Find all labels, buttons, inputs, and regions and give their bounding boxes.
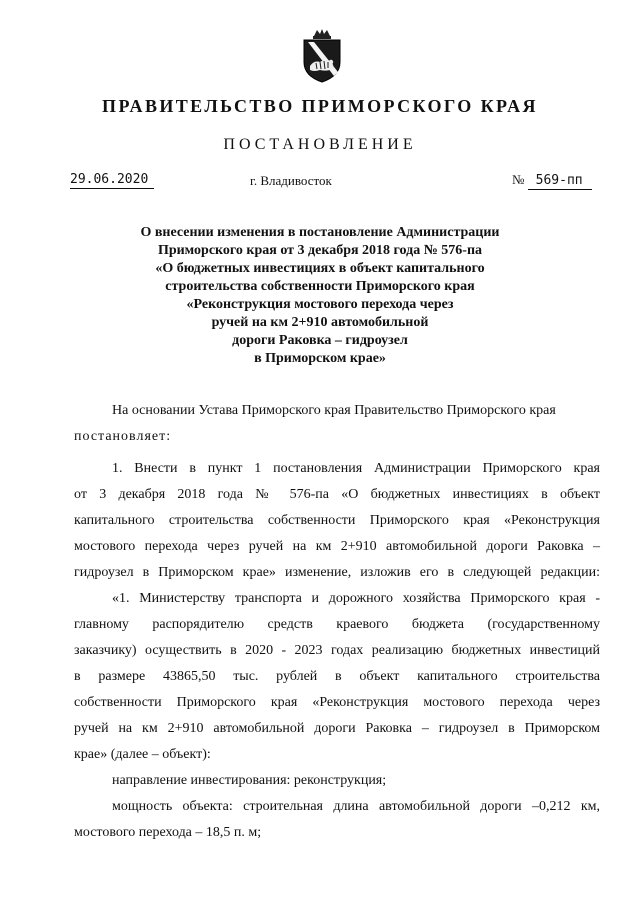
document-date: 29.06.2020 bbox=[70, 172, 154, 189]
body-line: постановляет: bbox=[74, 429, 172, 444]
coat-of-arms-icon bbox=[298, 28, 346, 84]
number-value: 569-пп bbox=[528, 173, 592, 190]
number-prefix: № bbox=[512, 172, 525, 187]
title-line: в Приморском крае» bbox=[254, 351, 386, 366]
body-line: направление инвестирования: реконструкция; bbox=[112, 773, 387, 788]
government-name: ПРАВИТЕЛЬСТВО ПРИМОРСКОГО КРАЯ bbox=[102, 96, 538, 116]
title-line: дороги Раковка – гидроузел bbox=[232, 333, 408, 348]
title-line: Приморского края от 3 декабря 2018 года № 576-па bbox=[157, 243, 483, 258]
title-line: «Реконструкция мостового перехода через bbox=[186, 297, 454, 312]
body-line: На основании Устава Приморского края Правительство Приморского края bbox=[112, 403, 556, 418]
document-city: г. Владивосток bbox=[250, 173, 332, 188]
document-body bbox=[74, 398, 600, 846]
document-number bbox=[512, 172, 592, 190]
body-line: мощность объекта: строительная длина автомобильной дороги –0,212 км, bbox=[112, 799, 600, 814]
title-line: «О бюджетных инвестициях в объект капитального bbox=[155, 261, 485, 276]
body-line: гидроузел в Приморском крае» изменение, изложив его в следующей редакции: bbox=[74, 565, 600, 580]
body-line: главному распорядителю средств краевого бюджета (государственному bbox=[74, 617, 600, 632]
document-title bbox=[100, 224, 540, 368]
body-line: капитального строительства собственности Приморского края «Реконструкция bbox=[74, 513, 600, 528]
body-line: крае» (далее – объект): bbox=[74, 747, 211, 762]
title-line: О внесении изменения в постановление Администрации bbox=[140, 225, 500, 240]
body-line: «1. Министерству транспорта и дорожного хозяйства Приморского края - bbox=[112, 591, 600, 606]
body-line: в размере 43865,50 тыс. рублей в объект капитального строительства bbox=[74, 669, 600, 684]
body-line: 1. Внести в пункт 1 постановления Администрации Приморского края bbox=[112, 461, 600, 476]
title-line: строительства собственности Приморского края bbox=[165, 279, 475, 294]
body-line: заказчику) осуществить в 2020 - 2023 годах реализацию бюджетных инвестиций bbox=[74, 643, 600, 658]
body-line: ручей на км 2+910 автомобильной дороги Раковка – гидроузел в Приморском bbox=[74, 721, 600, 736]
body-line: мостового перехода – 18,5 п. м; bbox=[74, 825, 262, 840]
body-line: от 3 декабря 2018 года № 576-па «О бюджетных инвестициях в объект bbox=[74, 487, 600, 502]
title-line: ручей на км 2+910 автомобильной bbox=[211, 315, 429, 330]
body-line: собственности Приморского края «Реконструкция мостового перехода через bbox=[74, 695, 600, 710]
body-line: мостового перехода через ручей на км 2+910 автомобильной дороги Раковка – bbox=[74, 539, 600, 554]
document-type: ПОСТАНОВЛЕНИЕ bbox=[223, 136, 417, 153]
